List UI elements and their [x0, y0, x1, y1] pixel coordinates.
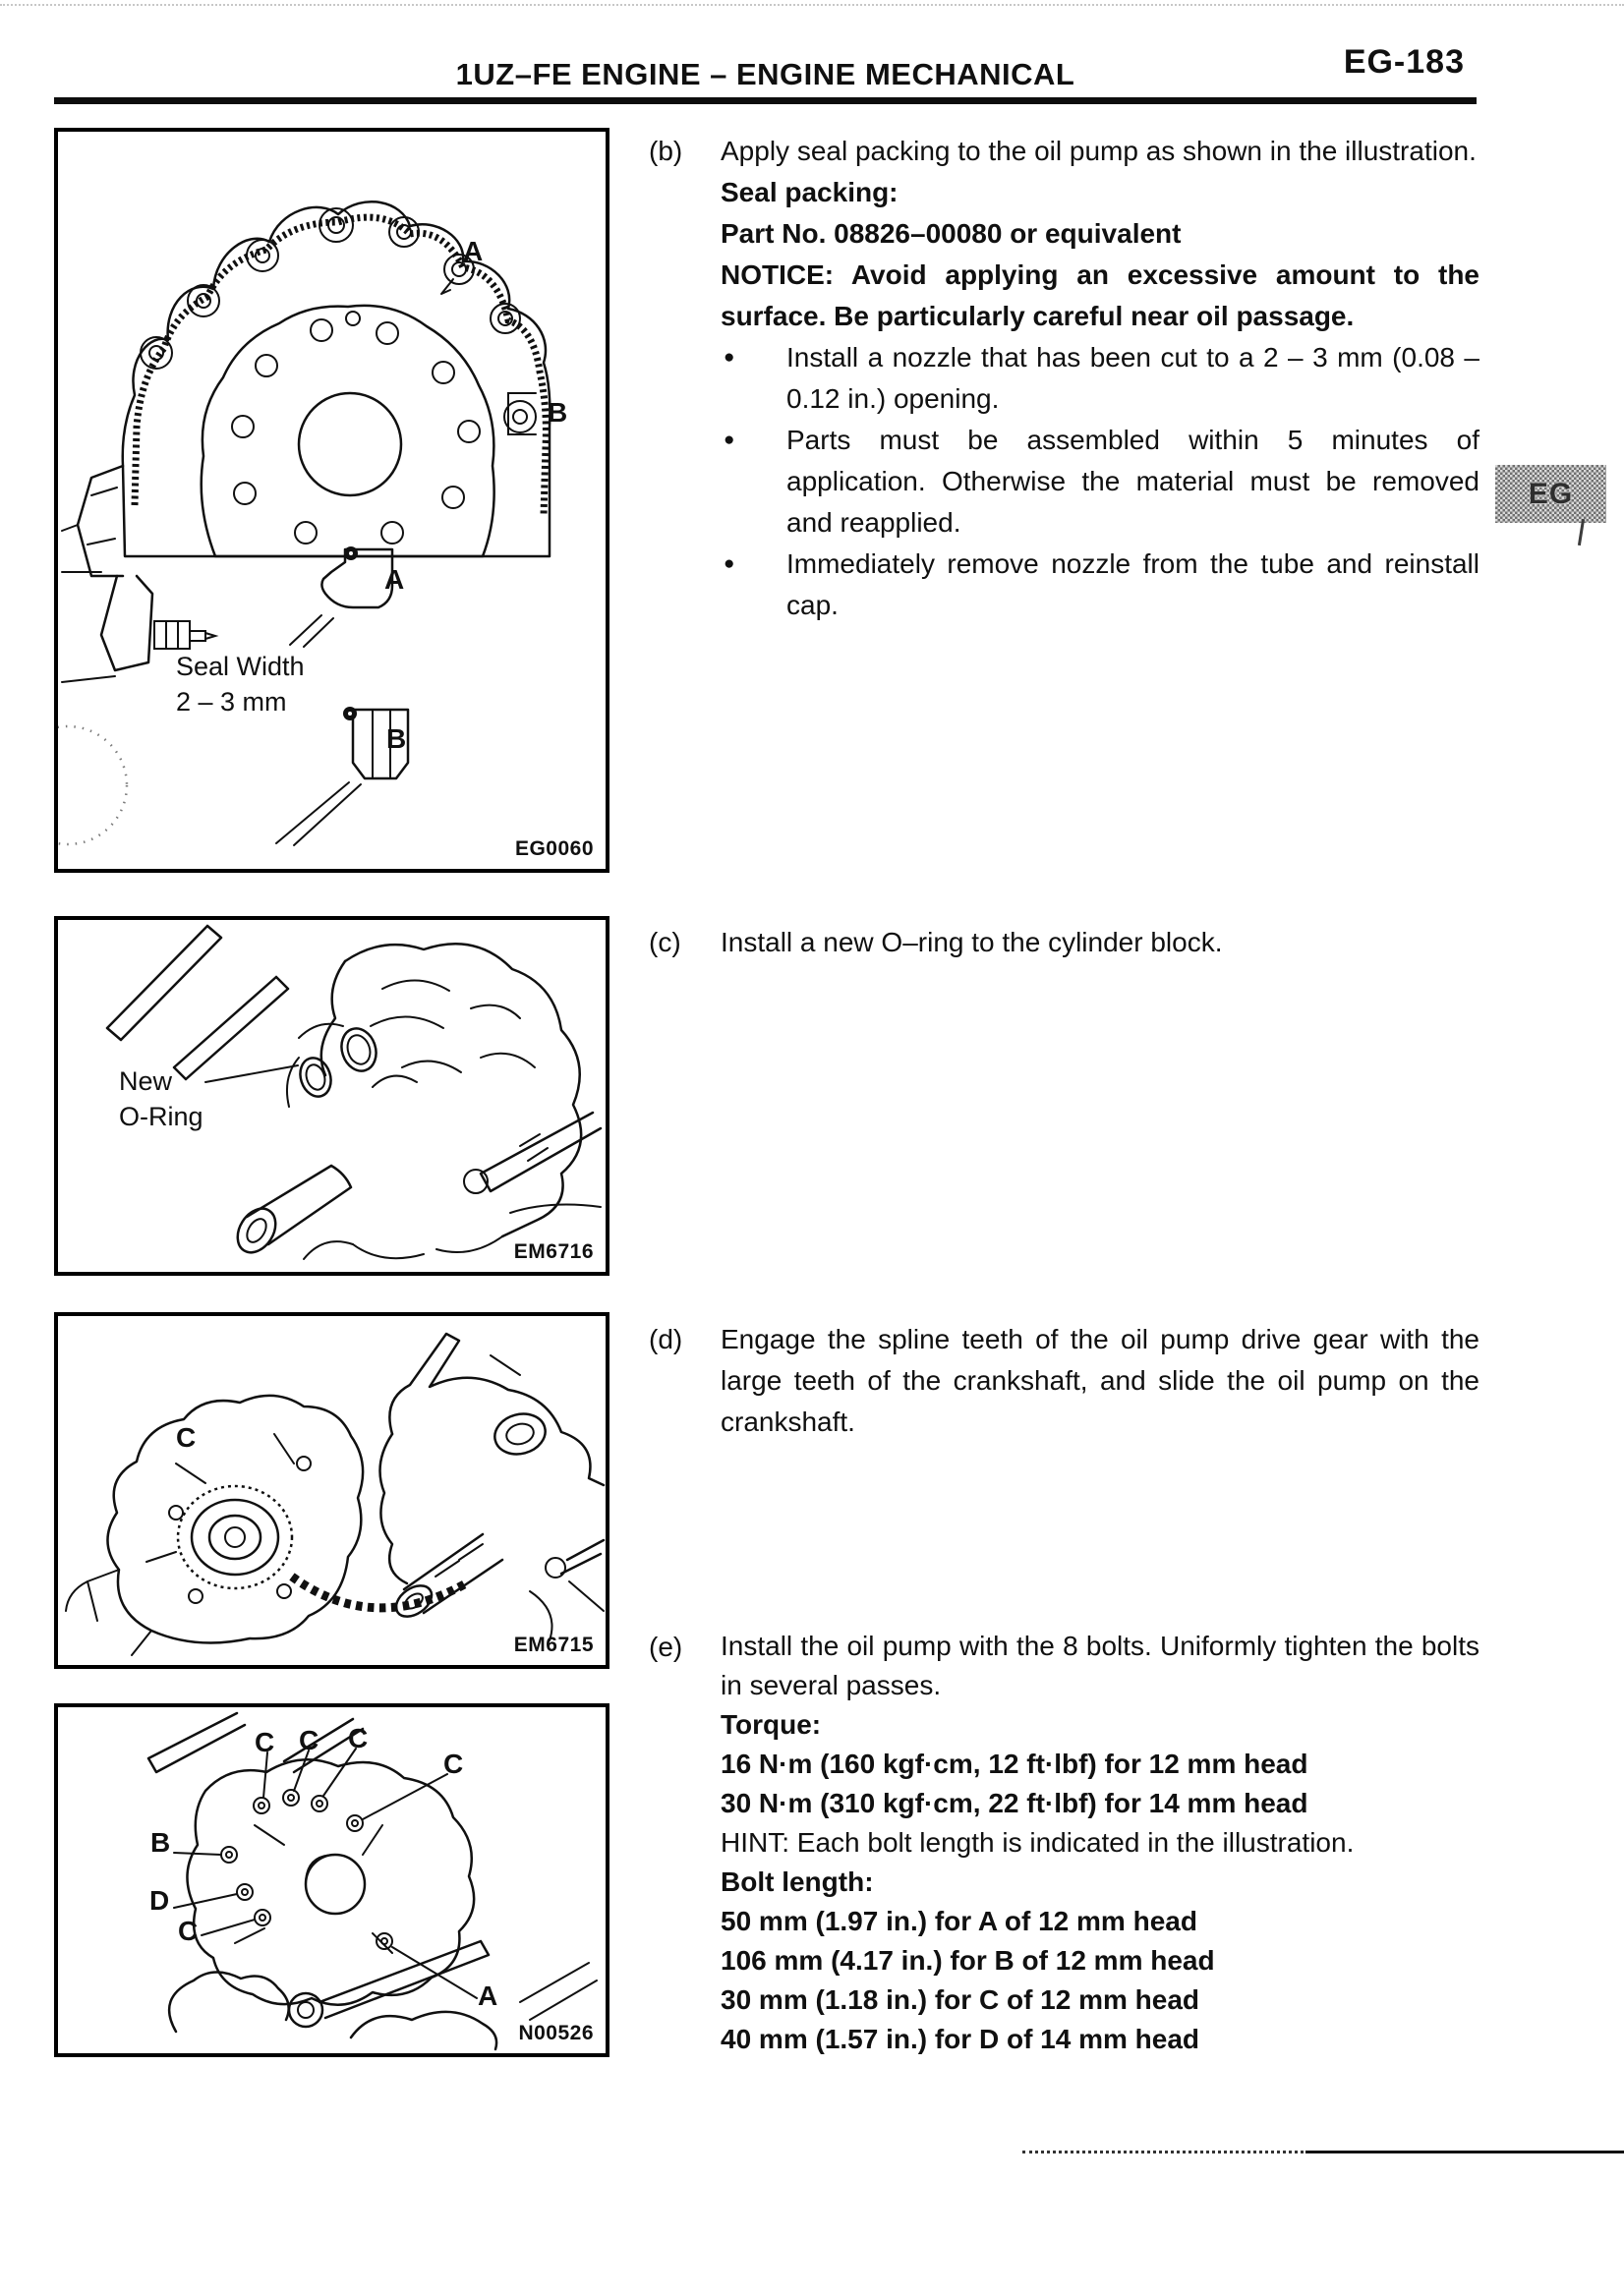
callout-c3: C	[348, 1723, 369, 1753]
seal-width-line1: Seal Width	[176, 652, 305, 681]
figure-code: EM6716	[513, 1240, 594, 1263]
step-e-label: (e)	[649, 1632, 683, 1662]
oil-pump-crankshaft-illustration	[58, 1316, 606, 1665]
oil-pump-bolts-illustration	[58, 1707, 606, 2053]
notice-text: NOTICE: Avoid applying an excessive amount to the surface. Be particularly careful near oil passage.	[721, 259, 1479, 331]
bullet-text: Parts must be assembled within 5 minutes of application. Otherwise the material must be removed and reapplied.	[786, 425, 1479, 538]
page-number: EG-183	[1343, 43, 1465, 81]
bullet-item	[721, 337, 1479, 420]
figure-code: EM6715	[513, 1634, 594, 1656]
step-c-text: Install a new O–ring to the cylinder block.	[721, 927, 1223, 957]
bullet-item	[721, 544, 1479, 626]
callout-a: A	[478, 1980, 498, 2011]
section-tab-label: EG	[1528, 477, 1574, 510]
seal-packing-bead	[135, 217, 546, 515]
step-d	[649, 1319, 1479, 1443]
pump-body-plate	[202, 306, 494, 556]
bullet-icon: ●	[724, 430, 735, 450]
pump-housing-outline	[123, 201, 551, 556]
seal-packing-notes	[721, 337, 1479, 626]
torque-value-12mm: 16 N·m (160 kgf·cm, 12 ft·lbf) for 12 mm head	[721, 1749, 1308, 1779]
figure-code: N00526	[518, 2022, 594, 2044]
step-d-label: (d)	[649, 1324, 683, 1354]
callout-c1: C	[255, 1727, 275, 1757]
callout-d: D	[149, 1885, 170, 1916]
new-o-ring-line2: O-Ring	[119, 1102, 203, 1131]
figure-code: EG0060	[514, 837, 594, 860]
section-tab-eg	[1495, 465, 1606, 523]
seal-packing-spec-title: Seal packing:	[721, 177, 899, 207]
step-b-text: Apply seal packing to the oil pump as shown in the illustration.	[721, 136, 1477, 166]
detail-a-section	[290, 546, 392, 647]
callout-c4: C	[443, 1749, 464, 1779]
bolt-length-title: Bolt length:	[721, 1866, 874, 1897]
new-o-ring-label	[119, 1063, 203, 1134]
oil-pump-seal-illustration	[58, 132, 606, 869]
step-c-label: (c)	[649, 927, 681, 957]
figure-o-ring	[54, 916, 609, 1276]
oil-pipe	[230, 1166, 351, 1259]
scan-artifact-top	[0, 4, 1624, 6]
callout-a-pointer	[441, 279, 453, 294]
callout-c: C	[176, 1422, 197, 1453]
callout-a: A	[463, 236, 484, 266]
bolt-length-b: 106 mm (4.17 in.) for B of 12 mm head	[721, 1945, 1215, 1976]
detail-b-label: B	[386, 723, 407, 754]
scan-artifact-bottom-line	[1305, 2151, 1624, 2153]
callout-c2: C	[299, 1725, 319, 1755]
scan-artifact-tab	[1578, 519, 1585, 545]
bullet-icon: ●	[724, 347, 735, 368]
step-b-label: (b)	[649, 136, 683, 166]
o-ring-leader-line	[205, 1065, 298, 1082]
seal-width-line2: 2 – 3 mm	[176, 687, 287, 717]
scan-artifact-bottom-dots	[1022, 2151, 1309, 2153]
bolt-length-d: 40 mm (1.57 in.) for D of 14 mm head	[721, 2024, 1200, 2054]
callout-c5: C	[178, 1916, 199, 1946]
bolt-length-a: 50 mm (1.97 in.) for A of 12 mm head	[721, 1906, 1197, 1936]
o-rings	[296, 1054, 336, 1100]
figure-seal-packing	[54, 128, 609, 873]
page-title: 1UZ–FE ENGINE – ENGINE MECHANICAL	[455, 57, 1075, 91]
pump-cluster	[187, 1759, 474, 2004]
step-b	[649, 131, 1479, 626]
seal-width-note	[176, 649, 305, 719]
crankshaft-right	[380, 1334, 605, 1640]
callout-b: B	[150, 1827, 171, 1858]
new-o-ring-line1: New	[119, 1066, 173, 1096]
right-bar	[304, 1113, 601, 1259]
step-c	[649, 922, 1479, 963]
step-e	[649, 1627, 1479, 2059]
figure-engage-pump	[54, 1312, 609, 1669]
seal-packing-spec-value: Part No. 08826–00080 or equivalent	[721, 218, 1182, 249]
detail-a-label: A	[384, 564, 405, 595]
header-rule	[54, 97, 1477, 104]
bullet-item	[721, 420, 1479, 544]
torque-value-14mm: 30 N·m (310 kgf·cm, 22 ft·lbf) for 14 mm head	[721, 1788, 1308, 1818]
callout-b: B	[548, 397, 568, 428]
oil-pump-left	[66, 1396, 363, 1655]
scan-dotted-arc	[58, 726, 127, 844]
bullet-text: Install a nozzle that has been cut to a 2 – 3 mm (0.08 – 0.12 in.) opening.	[786, 342, 1479, 414]
bullet-text: Immediately remove nozzle from the tube and reinstall cap.	[786, 548, 1479, 620]
step-e-text: Install the oil pump with the 8 bolts. Uniformly tighten the bolts in several passes.	[721, 1631, 1479, 1700]
o-ring-2	[336, 1024, 381, 1075]
extension-bars	[107, 926, 288, 1079]
torque-title: Torque:	[721, 1709, 822, 1740]
figure-bolt-locations	[54, 1703, 609, 2057]
bolts	[221, 1790, 392, 1949]
bolt-length-c: 30 mm (1.18 in.) for C of 12 mm head	[721, 1984, 1200, 2015]
bullet-icon: ●	[724, 553, 735, 574]
cylinder-block-outline	[287, 944, 601, 1258]
step-d-text: Engage the spline teeth of the oil pump drive gear with the large teeth of the crankshaft, and slide the oil pump on the crankshaft.	[721, 1324, 1479, 1437]
hint-text: HINT: Each bolt length is indicated in the illustration.	[721, 1827, 1355, 1858]
